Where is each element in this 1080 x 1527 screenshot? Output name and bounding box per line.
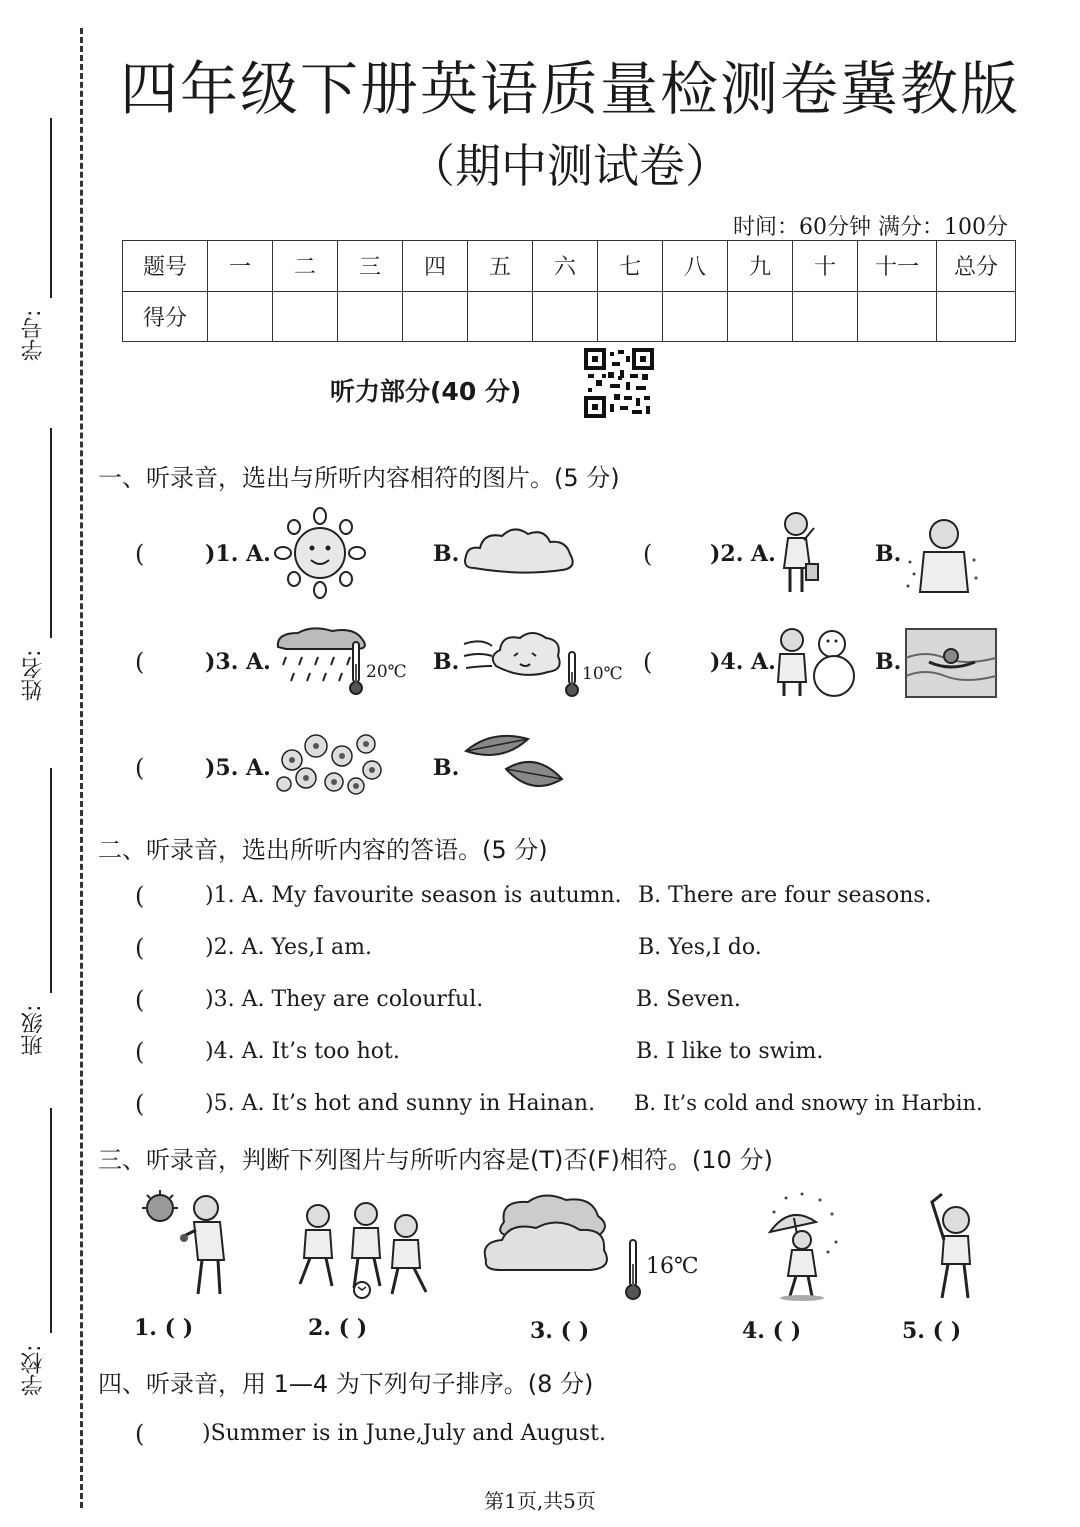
score-cell[interactable] (338, 291, 403, 342)
score-header-cell: 总分 (937, 241, 1016, 292)
s2-q5-option-b: B. It’s cold and snowy in Harbin. (634, 1091, 983, 1115)
school-line (50, 1108, 52, 1333)
score-cell[interactable] (793, 291, 858, 342)
score-cell[interactable] (858, 291, 937, 342)
student-no-label: 学号: (21, 309, 46, 361)
hot-man-icon[interactable] (140, 1190, 240, 1304)
page-title: 四年级下册英语质量检测卷冀教版 (119, 55, 1020, 123)
s1-q1-b: B. (433, 541, 460, 567)
answer-paren-open: ( (135, 934, 145, 962)
score-header-cell: 九 (728, 241, 793, 292)
thermometer-icon (624, 1238, 642, 1306)
score-cell[interactable] (533, 291, 598, 342)
qr-code-icon (584, 348, 654, 422)
girl-snowman-icon[interactable] (774, 624, 858, 702)
answer-paren-open: ( (135, 986, 145, 1014)
score-header-cell: 四 (403, 241, 468, 292)
section2-title: 二、听录音，选出所听内容的答语。(5 分) (98, 836, 548, 864)
score-header-cell: 六 (533, 241, 598, 292)
s1-q5-b: B. (433, 755, 460, 781)
s1-q4-b: B. (875, 649, 902, 675)
s1-q3-b: B. (433, 649, 460, 675)
s2-q1-option-a: )1. A. My favourite season is autumn. (205, 883, 622, 908)
temp-10-label: 10℃ (582, 664, 623, 684)
s3-item4-label[interactable]: 4. ( ) (742, 1318, 802, 1344)
swimming-icon[interactable] (905, 628, 997, 702)
score-header-cell: 二 (273, 241, 338, 292)
name-line (50, 428, 52, 638)
score-header-cell: 五 (468, 241, 533, 292)
leaves-icon[interactable] (462, 733, 564, 799)
girl-cold-icon[interactable] (902, 512, 982, 602)
score-header-cell: 七 (598, 241, 663, 292)
score-cell[interactable] (937, 291, 1016, 342)
s3-item3-label[interactable]: 3. ( ) (530, 1318, 590, 1344)
s1-q2-b: B. (875, 541, 902, 567)
school-label: 学校: (21, 1344, 46, 1396)
thermometer-icon (564, 650, 580, 702)
answer-paren-open: ( (135, 882, 145, 910)
score-table-score-row (123, 291, 1016, 342)
name-label: 姓名: (21, 649, 46, 701)
binding-dashed-line (80, 28, 83, 1508)
s2-q4-option-b: B. I like to swim. (636, 1039, 824, 1064)
section3-title: 三、听录音，判断下列图片与所听内容是(T)否(F)相符。(10 分) (98, 1146, 773, 1174)
answer-paren-open: ( (135, 1038, 145, 1066)
s1-q3-label: )3. A. (205, 649, 271, 675)
boy-stretching-icon[interactable] (920, 1192, 990, 1306)
exam-info: 时间：60分钟 满分：100分 (733, 215, 1008, 240)
score-cell[interactable] (728, 291, 793, 342)
temp-20-label: 20℃ (366, 662, 407, 682)
score-header-cell: 一 (208, 241, 273, 292)
score-cell[interactable] (663, 291, 728, 342)
flowers-icon[interactable] (272, 730, 390, 806)
score-cell[interactable] (468, 291, 533, 342)
s2-q1-option-b: B. There are four seasons. (638, 883, 932, 908)
answer-paren-open: ( (135, 754, 145, 782)
s2-q3-option-a: )3. A. They are colourful. (205, 987, 484, 1012)
score-header-cell: 三 (338, 241, 403, 292)
answer-paren-open: ( (135, 1420, 145, 1448)
score-header-cell: 题号 (123, 241, 208, 292)
page-subtitle: （期中测试卷） (409, 139, 731, 193)
score-cell[interactable] (273, 291, 338, 342)
boys-playing-football-icon[interactable] (288, 1200, 434, 1304)
s4-sentence-1: )Summer is in June,July and August. (202, 1421, 607, 1446)
s3-item1-label[interactable]: 1. ( ) (134, 1315, 194, 1341)
s2-q4-option-a: )4. A. It’s too hot. (205, 1039, 400, 1064)
s2-q3-option-b: B. Seven. (636, 987, 741, 1012)
score-table (122, 240, 1016, 342)
score-table-header-row (123, 241, 1016, 292)
score-row-label: 得分 (123, 291, 208, 342)
s1-q1-label: )1. A. (205, 541, 271, 567)
score-header-cell: 十一 (858, 241, 937, 292)
listening-header: 听力部分(40 分) (330, 377, 522, 406)
cloud-icon[interactable] (462, 524, 578, 584)
s3-item5-label[interactable]: 5. ( ) (902, 1318, 962, 1344)
class-label: 班级: (21, 1004, 46, 1056)
page-footer: 第1页,共5页 (484, 1489, 596, 1513)
girl-hot-icon[interactable] (774, 510, 824, 602)
girl-umbrella-rain-icon[interactable] (762, 1192, 842, 1306)
section4-title: 四、听录音，用 1—4 为下列句子排序。(8 分) (98, 1370, 594, 1398)
answer-paren-open: ( (135, 540, 145, 568)
class-line (50, 768, 52, 993)
s3-item2-label[interactable]: 2. ( ) (308, 1315, 368, 1341)
score-cell[interactable] (208, 291, 273, 342)
answer-paren-open: ( (643, 540, 653, 568)
score-cell[interactable] (403, 291, 468, 342)
score-header-cell: 十 (793, 241, 858, 292)
cloudy-weather-icon[interactable] (480, 1194, 630, 1298)
s2-q2-option-b: B. Yes,I do. (638, 935, 762, 960)
score-header-cell: 八 (663, 241, 728, 292)
thermometer-icon (348, 640, 364, 700)
sun-icon[interactable] (275, 508, 365, 598)
answer-paren-open: ( (643, 648, 653, 676)
s1-q5-label: )5. A. (205, 755, 271, 781)
answer-paren-open: ( (135, 1090, 145, 1118)
s2-q2-option-a: )2. A. Yes,I am. (205, 935, 373, 960)
section1-title: 一、听录音，选出与所听内容相符的图片。(5 分) (98, 464, 620, 492)
s2-q5-option-a: )5. A. It’s hot and sunny in Hainan. (205, 1091, 596, 1116)
temp-16-label: 16℃ (646, 1254, 699, 1279)
s1-q4-label: )4. A. (710, 649, 776, 675)
s1-q2-label: )2. A. (710, 541, 776, 567)
answer-paren-open: ( (135, 648, 145, 676)
wind-cloud-icon[interactable] (462, 626, 566, 690)
student-no-line (50, 118, 52, 298)
score-cell[interactable] (598, 291, 663, 342)
